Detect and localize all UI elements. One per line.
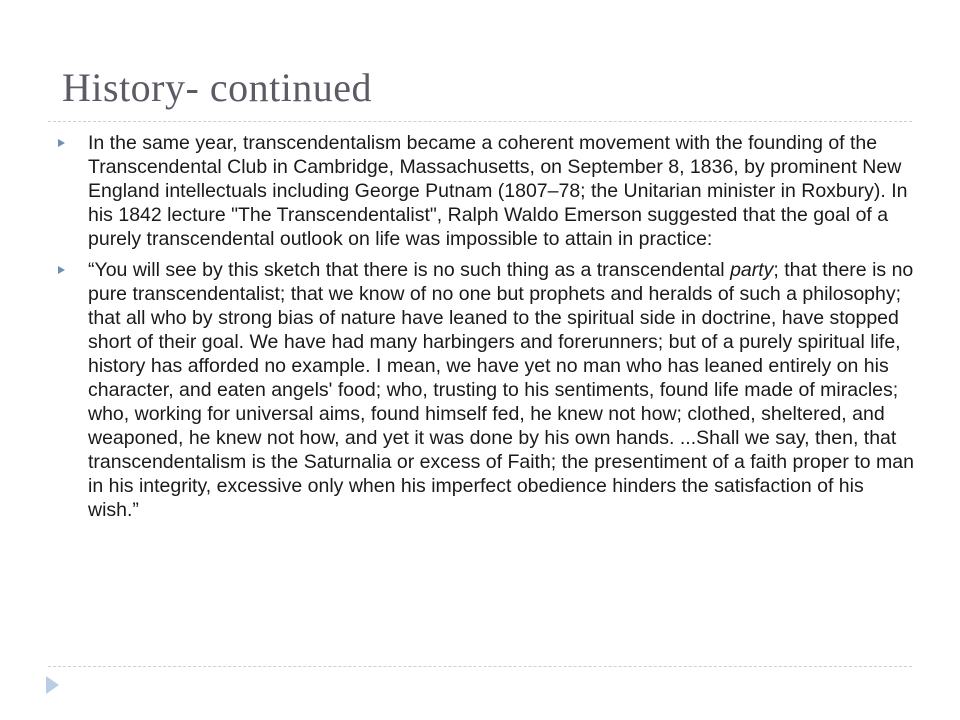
title-divider	[48, 121, 912, 122]
quote-text-end: ; that there is no pure transcendentalist; that we know of no one but prophets and heralds of such a philosophy; that all who by strong bias of nature have leaned to the spiritual side in doctrine, have stopped short of their goal. We have had many harbingers and forerunners; but of a purely spiritual life, history has afforded no example. I mean, we have yet no man who has leaned entirely on his character, and eaten angels' food; who, trusting to his sentiments, found life made of miracles; who, working for universal aims, found himself fed, he knew not how; clothed, sheltered, and weaponed, he knew not how, and yet it was done by his own hands. ...Shall we say, then, that transcendentalism is the Saturnalia or excess of Faith; the presentiment of a faith proper to man in his integrity, excessive only when his imperfect obedience hinders the satisfaction of his wish.”	[88, 259, 914, 521]
footer-divider	[48, 666, 912, 667]
triangle-right-icon	[58, 139, 65, 147]
slide-title: History- continued	[62, 65, 373, 110]
bullet-item-quote	[52, 258, 918, 522]
triangle-right-icon	[58, 266, 65, 274]
quote-text-start: “You will see by this sketch that there is no such thing as a transcendental	[88, 259, 731, 281]
bullet-list	[52, 131, 918, 529]
quote-italic-word: party	[730, 259, 774, 281]
bullet-item-history	[52, 131, 918, 251]
next-slide-arrow-icon[interactable]	[46, 676, 59, 694]
bullet-text: In the same year, transcendentalism became a coherent movement with the founding of the Transcendental Club in Cambridge, Massachusetts, on September 8, 1836, by prominent New England intellectuals including George Putnam (1807–78; the Unitarian minister in Roxbury). In his 1842 lecture "The Transcendentalist", Ralph Waldo Emerson suggested that the goal of a purely transcendental outlook on life was impossible to attain in practice:	[88, 132, 908, 250]
